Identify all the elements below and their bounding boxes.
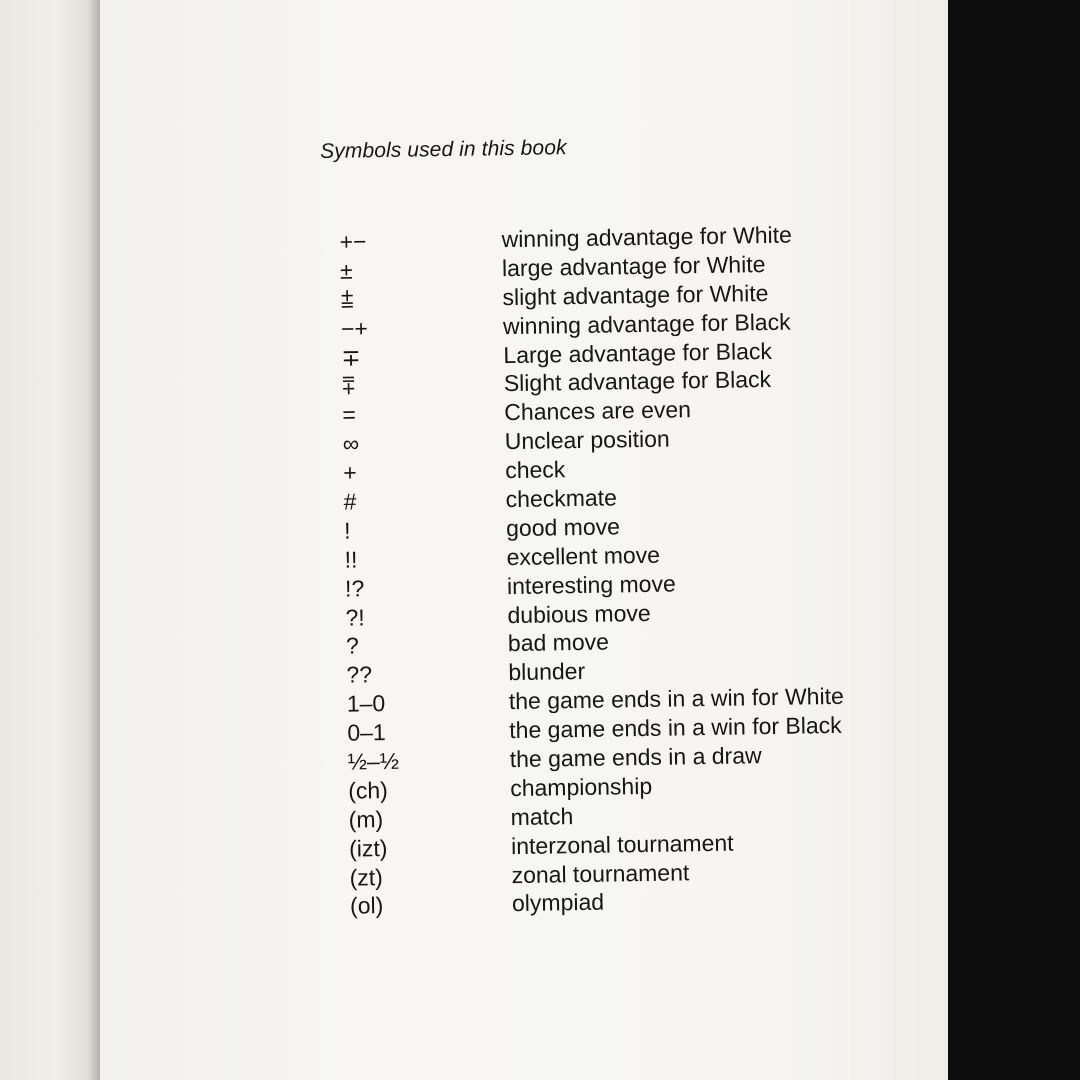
symbol-meaning: interesting move xyxy=(506,570,676,599)
symbol-meaning: the game ends in a draw xyxy=(509,742,762,773)
symbol-meaning: the game ends in a win for White xyxy=(508,683,844,715)
symbol-glyph: (m) xyxy=(348,805,384,833)
symbol-meaning: winning advantage for White xyxy=(501,221,792,253)
symbol-glyph: ?! xyxy=(345,603,365,631)
symbol-meaning: slight advantage for White xyxy=(502,279,769,310)
symbol-meaning: good move xyxy=(505,513,621,542)
symbol-glyph: ?? xyxy=(346,661,373,689)
symbol-glyph: ∞ xyxy=(342,430,360,457)
symbol-glyph: ? xyxy=(345,632,359,660)
symbol-meaning: Chances are even xyxy=(504,396,692,426)
symbol-glyph: (ch) xyxy=(348,776,389,804)
symbol-glyph: ½–½ xyxy=(347,747,400,775)
symbol-meaning: winning advantage for Black xyxy=(502,308,791,339)
symbol-glyph: ⩱ xyxy=(341,372,356,400)
dark-background xyxy=(948,0,1080,1080)
symbol-glyph: −+ xyxy=(340,314,369,342)
symbols-list xyxy=(321,219,932,922)
symbol-meaning: interzonal tournament xyxy=(510,829,734,859)
symbol-meaning: excellent move xyxy=(506,541,661,570)
symbol-glyph: ∓ xyxy=(341,343,361,371)
symbol-meaning: championship xyxy=(509,772,653,802)
symbols-section xyxy=(320,131,932,922)
page-heading: Symbols used in this book xyxy=(320,136,567,163)
left-page xyxy=(0,0,100,1080)
symbol-glyph: (zt) xyxy=(349,863,384,891)
symbol-meaning: checkmate xyxy=(505,484,618,513)
symbol-glyph: ⩲ xyxy=(340,286,355,313)
symbol-meaning: match xyxy=(510,802,574,830)
symbol-meaning: Large advantage for Black xyxy=(503,337,773,368)
symbol-glyph: 1–0 xyxy=(346,690,386,717)
symbol-glyph: (izt) xyxy=(348,834,388,862)
symbol-glyph: 0–1 xyxy=(347,719,386,746)
symbol-glyph: +− xyxy=(339,228,367,255)
symbol-meaning: Unclear position xyxy=(504,425,670,455)
symbol-meaning: check xyxy=(505,456,566,484)
symbol-meaning: the game ends in a win for Black xyxy=(509,712,842,744)
symbol-glyph: = xyxy=(342,401,356,429)
symbol-meaning: bad move xyxy=(507,628,610,657)
symbol-glyph: ± xyxy=(339,257,353,284)
symbol-glyph: # xyxy=(343,488,357,515)
symbol-meaning: olympiad xyxy=(511,889,605,917)
symbol-meaning: dubious move xyxy=(507,599,651,628)
symbol-glyph: !? xyxy=(344,575,365,602)
symbol-meaning: zonal tournament xyxy=(511,858,690,888)
symbol-meaning: Slight advantage for Black xyxy=(503,366,772,397)
symbol-meaning: blunder xyxy=(508,658,586,686)
symbol-meaning: large advantage for White xyxy=(501,250,766,282)
symbol-glyph: !! xyxy=(344,546,358,573)
symbol-glyph: + xyxy=(343,459,357,486)
symbol-glyph: (ol) xyxy=(349,892,384,920)
symbol-glyph: ! xyxy=(343,517,351,544)
